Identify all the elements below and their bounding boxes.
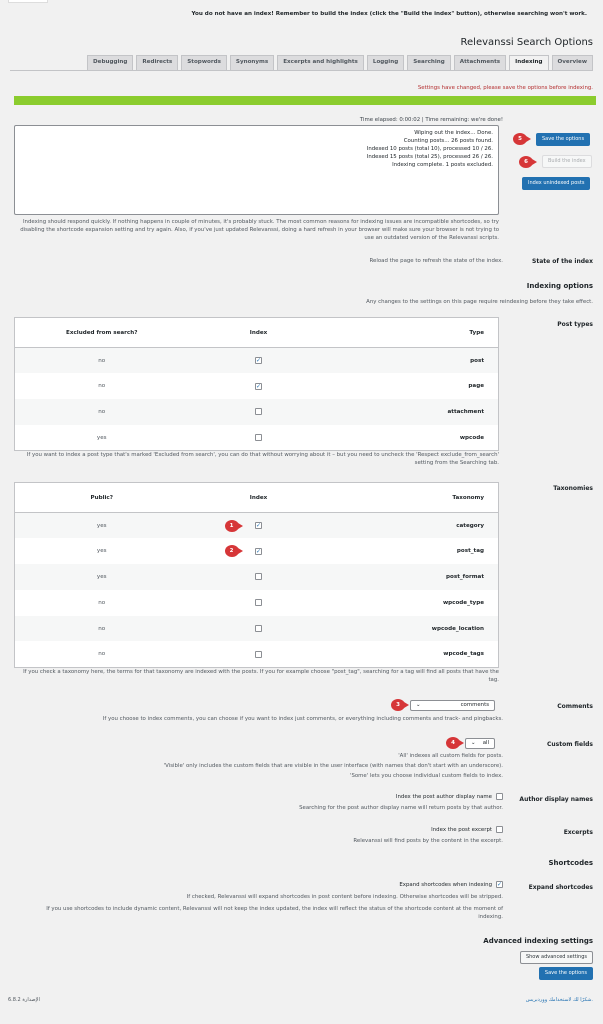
col-taxonomy: Taxonomy [329, 483, 499, 513]
excluded-value: no [15, 348, 189, 374]
shortcodes-note: If checked, Relevanssi will expand shortcodes in post content before indexing. Otherwise shortcodes will be stripped. [186, 894, 503, 900]
taxonomies-note: If you check a taxonomy here, the terms for that taxonomy are indexed with the posts. If you for example choose "post_tag", searching for a tag will find all posts that have the tag. [23, 669, 499, 683]
custom-fields-label: Custom fields [546, 741, 593, 748]
annotation-badge: 2 [225, 545, 239, 557]
tab-logging[interactable]: Logging [367, 55, 404, 70]
custom-fields-note: 'Some' lets you choose individual custom fields to index. [349, 773, 503, 779]
public-value: yes [15, 564, 189, 590]
excerpts-option-text: Index the post excerpt [431, 826, 492, 833]
index-checkbox[interactable] [255, 599, 262, 606]
annotation-badge: 5 [513, 133, 527, 145]
tab-stopwords[interactable]: Stopwords [181, 55, 227, 70]
public-value: no [98, 599, 106, 606]
index-checkbox[interactable] [255, 408, 262, 415]
custom-fields-select-value: all [482, 740, 489, 746]
custom-fields-select[interactable] [465, 738, 495, 749]
public-value: no [15, 616, 189, 642]
log-line: Indexed 15 posts (total 25), processed 26 / 26. [366, 154, 493, 160]
public-value: yes [15, 513, 189, 539]
state-label: State of the index [532, 258, 593, 265]
excerpts-option[interactable] [431, 826, 503, 833]
shortcodes-checkbox[interactable]: ✓ [497, 881, 503, 888]
settings-changed-notice: Settings have changed, please save the options before indexing. [417, 85, 593, 91]
index-unindexed-button[interactable]: Index unindexed posts [522, 177, 590, 190]
state-text: Reload the page to refresh the state of the index. [369, 258, 503, 264]
taxonomies-label: Taxonomies [553, 485, 593, 492]
excerpts-note: Relevanssi will find posts by the content in the excerpt. [353, 838, 503, 844]
top-partial-button[interactable] [8, 0, 48, 3]
shortcodes-label: Expand shortcodes [528, 884, 593, 891]
index-checkbox[interactable]: ✓ [256, 522, 262, 530]
tab-overview[interactable]: Overview [552, 55, 593, 70]
indexing-help-text: Indexing should respond quickly. If nothing happens in couple of minutes, it's probably stuck. The most common reasons for indexing issues are incompatible shortcodes, so try disabling the shortcode expansion setting and try again. Also, if you've just updated Relevanssi, doing a hard refresh in your browser will make sure your browser is not trying to use an outdated version of the Relevanssi scripts. [20, 219, 499, 241]
post-types-label: Post types [557, 321, 593, 328]
log-line: Counting posts... 26 posts found. [403, 138, 493, 144]
save-options-button-bottom[interactable]: Save the options [539, 967, 593, 980]
excerpts-label: Excerpts [563, 829, 593, 836]
tab-indexing[interactable]: Indexing [509, 55, 548, 70]
custom-fields-note: 'All' indexes all custom fields for posts. [398, 753, 503, 759]
tab-redirects[interactable]: Redirects [136, 55, 178, 70]
post-type-name: post [329, 348, 499, 374]
no-index-notice: You do not have an index! Remember to build the index (click the "Build the index" button), otherwise searching won't work. [191, 11, 587, 17]
tab-divider [10, 70, 593, 71]
excerpts-checkbox[interactable] [496, 826, 503, 833]
table-row [15, 399, 499, 425]
table-row [15, 538, 499, 564]
post-type-name: wpcode [459, 434, 484, 441]
taxonomy-name: wpcode_type [442, 599, 484, 606]
elapsed-time: Time elapsed: 0:00:02 | Time remaining: we're done! [359, 117, 503, 123]
col-type: Type [329, 318, 499, 348]
indexing-options-note: Any changes to the settings on this page require reindexing before they take effect. [366, 299, 593, 305]
author-note: Searching for the post author display name will return posts by that author. [299, 805, 503, 811]
page-title: Relevanssi Search Options [460, 37, 593, 48]
log-line: Indexing complete. 1 posts excluded. [392, 162, 493, 168]
annotation-badge: 6 [519, 156, 533, 168]
tab-excerpts[interactable]: Excerpts and highlights [277, 55, 364, 70]
comments-select[interactable] [410, 700, 495, 711]
public-value: yes [96, 548, 107, 555]
table-row [15, 641, 499, 667]
annotation-badge: 4 [446, 737, 460, 749]
annotation-badge: 3 [391, 699, 405, 711]
post-types-note: If you want to index a post type that's marked 'Excluded from search', you can do that without worrying about it – but you need to uncheck the 'Respect exclude_from_search' setting from the Searching tab. [26, 452, 499, 466]
excluded-value: yes [96, 434, 107, 441]
tab-searching[interactable]: Searching [407, 55, 451, 70]
index-checkbox[interactable] [255, 573, 262, 580]
excluded-value: no [98, 383, 106, 390]
author-option[interactable] [396, 793, 503, 800]
chevron-down-icon: ⌄ [416, 702, 421, 708]
chevron-down-icon: ⌄ [471, 740, 476, 746]
index-checkbox[interactable]: ✓ [256, 382, 262, 390]
index-checkbox[interactable] [255, 625, 262, 632]
taxonomy-name: category [329, 513, 499, 539]
post-type-name: page [468, 383, 484, 390]
comments-select-value: comments [460, 702, 489, 708]
table-row [15, 590, 499, 616]
tab-synonyms[interactable]: Synonyms [230, 55, 274, 70]
indexing-options-title: Indexing options [526, 282, 593, 290]
footer-thanks-link[interactable]: شكرًا لك لاستخدامك ووردبريس. [525, 997, 593, 1003]
shortcodes-option[interactable] [399, 881, 503, 888]
table-row [15, 513, 499, 539]
shortcodes-title: Shortcodes [548, 859, 593, 867]
save-options-button[interactable]: Save the options [536, 133, 590, 146]
indexing-log[interactable] [14, 125, 499, 215]
shortcodes-option-text: Expand shortcodes when indexing [399, 881, 492, 888]
comments-note: If you choose to index comments, you can choose if you want to index just comments, or everything including comments and track- and pingbacks. [102, 716, 503, 722]
taxonomy-name: post_tag [456, 548, 484, 555]
custom-fields-note: 'Visible' only includes the custom fields that are visible in the user interface (with names that don't start with an underscore). [163, 763, 503, 769]
taxonomy-name: wpcode_tags [443, 651, 484, 658]
log-line: Indexed 10 posts (total 10), processed 10 / 26. [366, 146, 493, 152]
taxonomy-name: post_format [329, 564, 499, 590]
excluded-value: no [15, 399, 189, 425]
post-type-name: attachment [329, 399, 499, 425]
col-index: Index [189, 483, 329, 513]
shortcodes-note: If you use shortcodes to include dynamic content, Relevanssi will not keep the index updated, the index will reflect the status of the shortcode content at the moment of indexing. [46, 906, 503, 920]
advanced-title: Advanced indexing settings [483, 937, 593, 945]
col-public: Public? [15, 483, 189, 513]
col-excluded: Excluded from search? [15, 318, 189, 348]
annotation-badge: 1 [225, 520, 239, 532]
index-checkbox[interactable] [255, 651, 262, 658]
settings-tabs [87, 55, 593, 70]
col-index: Index [189, 318, 329, 348]
show-advanced-button[interactable]: Show advanced settings [520, 951, 593, 964]
index-checkbox[interactable]: ✓ [256, 357, 262, 365]
tab-attachments[interactable]: Attachments [454, 55, 506, 70]
public-value: no [98, 651, 106, 658]
tab-debugging[interactable]: Debugging [87, 55, 133, 70]
author-option-text: Index the post author display name [395, 793, 492, 800]
post-types-table [14, 317, 499, 451]
build-index-button[interactable]: Build the index [542, 155, 592, 168]
table-row [15, 425, 499, 451]
table-row [15, 373, 499, 399]
comments-label: Comments [557, 703, 593, 710]
taxonomy-name: wpcode_location [329, 616, 499, 642]
table-row [15, 564, 499, 590]
index-checkbox[interactable] [255, 434, 262, 441]
author-checkbox[interactable] [496, 793, 503, 800]
table-row [15, 348, 499, 374]
table-row [15, 616, 499, 642]
taxonomies-table [14, 482, 499, 668]
indexing-progress-bar [14, 96, 596, 105]
log-line: Wiping out the index... Done. [414, 130, 493, 136]
author-label: Author display names [519, 796, 593, 803]
footer-version: الإصدارة 6.8.2 [8, 997, 40, 1003]
index-checkbox[interactable]: ✓ [256, 547, 262, 555]
